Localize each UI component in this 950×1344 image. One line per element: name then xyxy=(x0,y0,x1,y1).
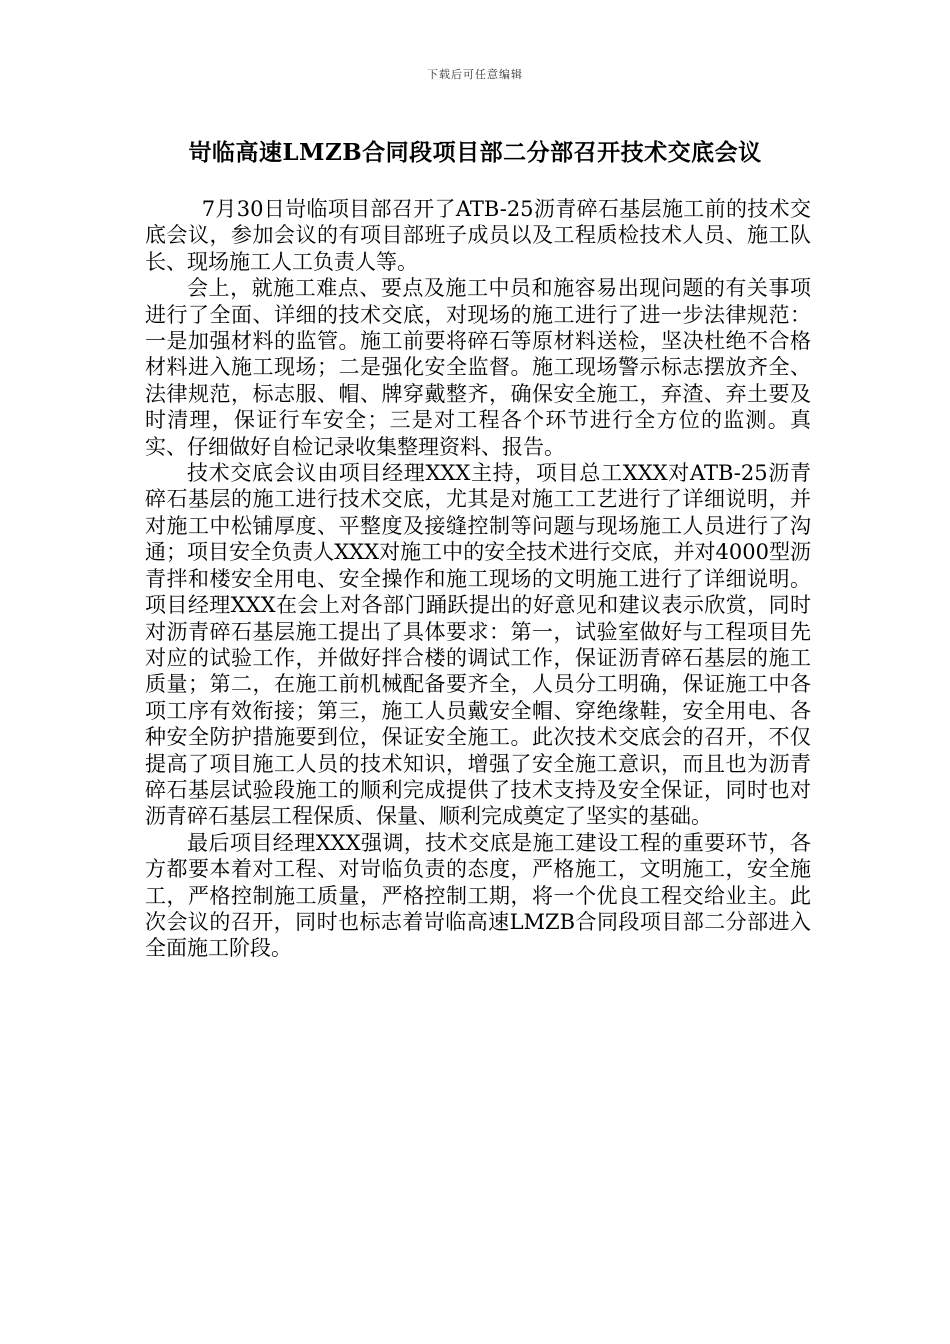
document-body xyxy=(145,196,811,962)
paragraph-3: 技术交底会议由项目经理XXX主持，项目总工XXX对ATB-25沥青碎石基层的施工进行技术交底，尤其是对施工工艺进行了详细说明，并对施工中松铺厚度、平整度及接缝控制等问题与现场施工人员进行了沟通；项目安全负责人XXX对施工中的安全技术进行交底，并对4000型沥青拌和楼安全用电、安全操作和施工现场的文明施工进行了详细说明。项目经理XXX在会上对各部门踊跃提出的好意见和建议表示欣赏，同时对沥青碎石基层施工提出了具体要求：第一，试验室做好与工程项目先对应的试验工作，并做好拌合楼的调试工作，保证沥青碎石基层的施工质量；第二，在施工前机械配备要齐全，人员分工明确，保证施工中各项工序有效衔接；第三，施工人员戴安全帽、穿绝缘鞋，安全用电、各种安全防护措施要到位，保证安全施工。此次技术交底会的召开，不仅提高了项目施工人员的技术知识，增强了安全施工意识，而且也为沥青碎石基层试验段施工的顺利完成提供了技术支持及安全保证，同时也对沥青碎石基层工程保质、保量、顺利完成奠定了坚实的基础。 xyxy=(145,461,811,829)
paragraph-2: 会上，就施工难点、要点及施工中员和施容易出现问题的有关事项进行了全面、详细的技术交底，对现场的施工进行了进一步法律规范：一是加强材料的监管。施工前要将碎石等原材料送检，坚决杜绝不合格材料进入施工现场；二是强化安全监督。施工现场警示标志摆放齐全、法律规范，标志服、帽、牌穿戴整齐，确保安全施工，弃渣、弃土要及时清理，保证行车安全；三是对工程各个环节进行全方位的监测。真实、仔细做好自检记录收集整理资料、报告。 xyxy=(145,276,811,459)
header-note: 下载后可任意编辑 xyxy=(427,68,523,81)
paragraph-1: 7月30日岢临项目部召开了ATB-25沥青碎石基层施工前的技术交底会议，参加会议的有项目部班子成员以及工程质检技术人员、施工队长、现场施工人工负责人等。 xyxy=(145,197,811,274)
document-title: 岢临高速LMZB合同段项目部二分部召开技术交底会议 xyxy=(188,139,762,166)
paragraph-4: 最后项目经理XXX强调，技术交底是施工建设工程的重要环节，各方都要本着对工程、对岢临负责的态度，严格施工，文明施工，安全施工，严格控制施工质量，严格控制工期，将一个优良工程交给业主。此次会议的召开，同时也标志着岢临高速LMZB合同段项目部二分部进入全面施工阶段。 xyxy=(145,830,811,961)
